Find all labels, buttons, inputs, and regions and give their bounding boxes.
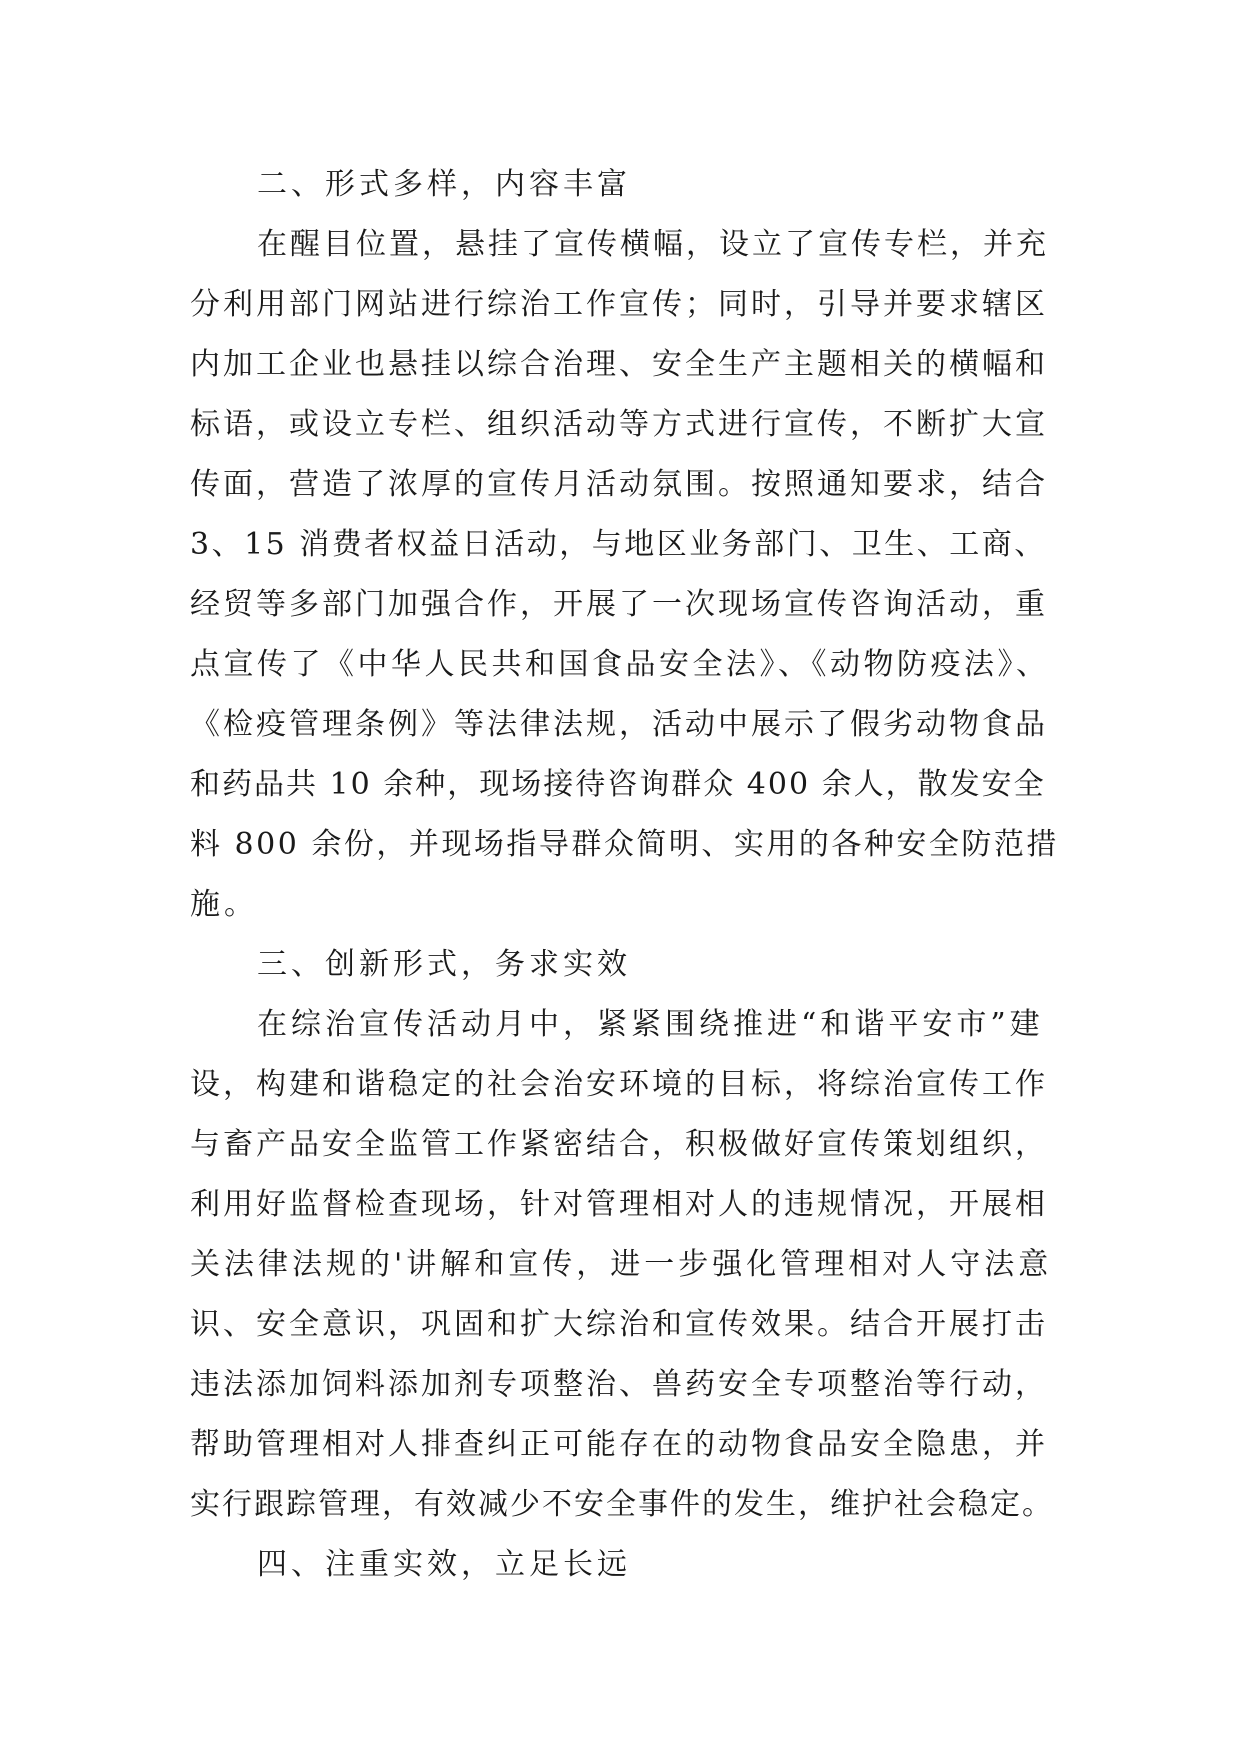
text-line: 经贸等多部门加强合作，开展了一次现场宣传咨询活动，重: [190, 587, 1048, 622]
text-line: 点宣传了《中华人民共和国食品安全法》、《动物防疫法》、: [190, 647, 1050, 682]
text-line: 内加工企业也悬挂以综合治理、安全生产主题相关的横幅和: [190, 347, 1048, 382]
text-line: 实行跟踪管理，有效减少不安全事件的发生，维护社会稳定。: [190, 1487, 1054, 1522]
text-line: 设，构建和谐稳定的社会治安环境的目标，将综治宣传工作: [190, 1067, 1048, 1102]
text-line: 分利用部门网站进行综治工作宣传；同时，引导并要求辖区: [190, 287, 1048, 322]
text-line: 在醒目位置，悬挂了宣传横幅，设立了宣传专栏，并充: [257, 227, 1049, 262]
text-line: 《检疫管理条例》等法律法规，活动中展示了假劣动物食品: [190, 707, 1048, 742]
document-body: [190, 155, 1060, 1595]
text-line: 3、15 消费者权益日活动，与地区业务部门、卫生、工商、: [190, 527, 1047, 562]
section-heading: 二、形式多样，内容丰富: [257, 167, 631, 202]
text-line: 在综治宣传活动月中，紧紧围绕推进“和谐平安市”建: [257, 1007, 1044, 1042]
text-line: 施。: [190, 887, 258, 922]
text-line: 识、安全意识，巩固和扩大综治和宣传效果。结合开展打击: [190, 1307, 1048, 1342]
text-line: 料 800 余份，并现场指导群众简明、实用的各种安全防范措: [190, 827, 1059, 862]
text-line: 利用好监督检查现场，针对管理相对人的违规情况，开展相: [190, 1187, 1048, 1222]
text-line: 帮助管理相对人排查纠正可能存在的动物食品安全隐患，并: [190, 1427, 1048, 1462]
text-line: 关法律法规的'讲解和宣传，进一步强化管理相对人守法意: [190, 1247, 1053, 1282]
section-heading: 四、注重实效，立足长远: [257, 1547, 631, 1582]
text-line: 和药品共 10 余种，现场接待咨询群众 400 余人，散发安全: [190, 767, 1046, 802]
text-line: 违法添加饲料添加剂专项整治、兽药安全专项整治等行动，: [190, 1367, 1048, 1402]
section-heading: 三、创新形式，务求实效: [257, 947, 631, 982]
text-line: 标语，或设立专栏、组织活动等方式进行宣传，不断扩大宣: [190, 407, 1048, 442]
text-line: 与畜产品安全监管工作紧密结合，积极做好宣传策划组织，: [190, 1127, 1048, 1162]
text-line: 传面，营造了浓厚的宣传月活动氛围。按照通知要求，结合: [190, 467, 1048, 502]
